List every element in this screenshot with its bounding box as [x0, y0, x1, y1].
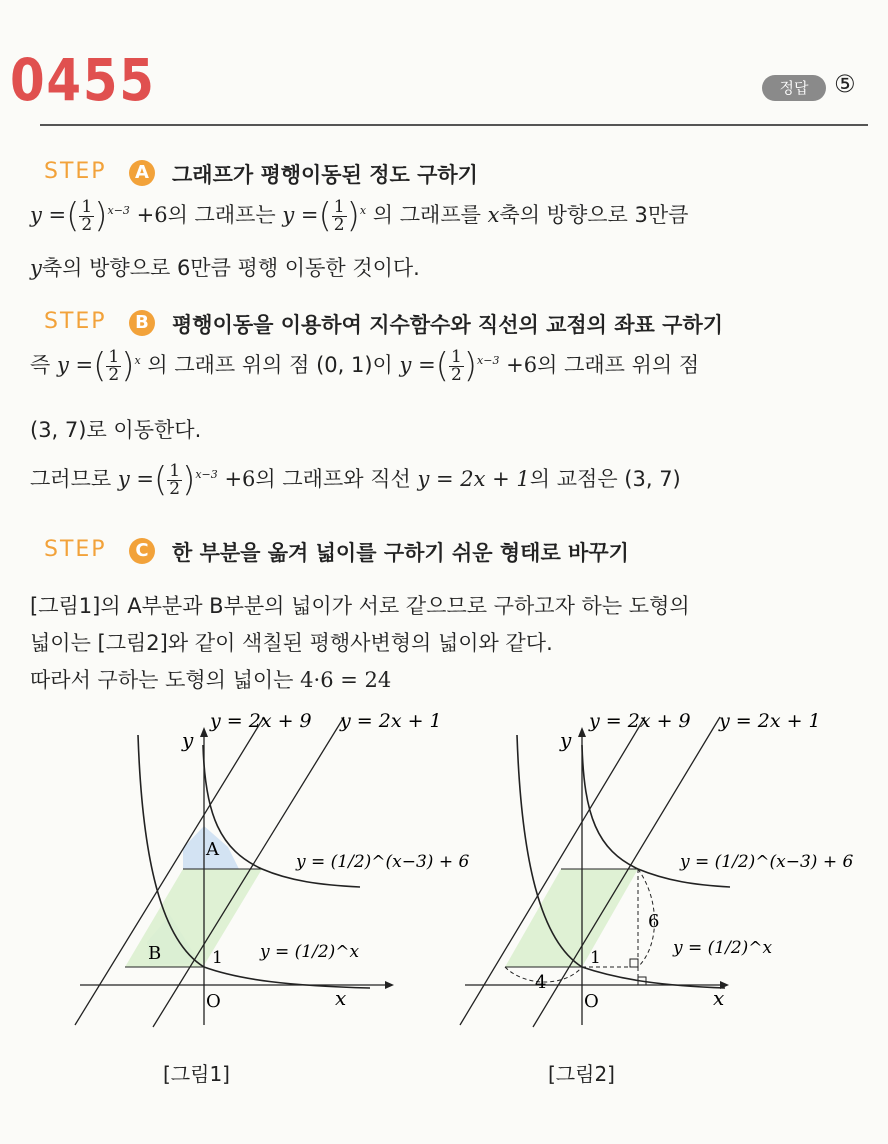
step-c-line-3: 따라서 구하는 도형의 넓이는 4·6 = 24 — [30, 668, 392, 692]
label-y-axis: y — [560, 728, 572, 752]
problem-number: 0455 — [10, 46, 156, 114]
label-height-6: 6 — [648, 911, 660, 932]
step-title: 그래프가 평행이동된 정도 구하기 — [172, 163, 478, 187]
step-b-line-3: 그러므로 y =( $\frac{1}{2}$ )$^{x-3}$ +6의 그래프와 직선 y = 2x + 1의 교점은 (3, 7) — [30, 460, 681, 500]
step-b-line-1: 즉 y =( $\frac{1}{2}$ )$^x$ 의 그래프 위의 점 (0, 1)이 y =( $\frac{1}{2}$ )$^{x-3}$ +6의 그래프 위의 점 — [30, 346, 700, 386]
y-axis-arrow — [200, 727, 208, 737]
step-label: STEP — [44, 159, 107, 184]
step-a-line-2: y축의 방향으로 6만큼 평행 이동한 것이다. — [30, 256, 420, 280]
step-c-line-2: 넓이는 [그림2]와 같이 색칠된 평행사변형의 넓이와 같다. — [30, 631, 553, 655]
label-region-a: A — [206, 839, 219, 860]
header — [0, 0, 888, 130]
x-axis-arrow — [385, 981, 394, 989]
figure-1-caption: [그림1] — [163, 1062, 230, 1086]
figure-2 — [455, 705, 875, 1035]
label-curve-shifted: y = (1/2)^(x−3) + 6 — [680, 852, 854, 872]
label-x-axis: x — [335, 986, 347, 1010]
answer-badge: 정답 — [762, 75, 826, 101]
figure-2-caption: [그림2] — [548, 1062, 615, 1086]
label-width-4: 4 — [535, 972, 547, 993]
label-origin: O — [584, 991, 599, 1012]
step-label: STEP — [44, 537, 107, 562]
label-line-top: y = 2x + 9 — [589, 710, 691, 732]
label-line-top: y = 2x + 9 — [210, 710, 312, 732]
label-region-b: B — [148, 943, 162, 964]
label-curve-base: y = (1/2)^x — [260, 942, 360, 962]
step-letter-badge: B — [129, 310, 155, 336]
step-c-line-1: [그림1]의 A부분과 B부분의 넓이가 서로 같으므로 구하고자 하는 도형의 — [30, 594, 690, 618]
label-y-axis: y — [182, 728, 194, 752]
y-axis-arrow — [578, 727, 586, 737]
label-point-one: 1 — [212, 948, 223, 968]
label-curve-shifted: y = (1/2)^(x−3) + 6 — [296, 852, 470, 872]
label-point-one: 1 — [590, 948, 601, 968]
figure-1 — [70, 705, 470, 1035]
step-letter-badge: A — [129, 160, 155, 186]
step-title: 평행이동을 이용하여 지수함수와 직선의 교점의 좌표 구하기 — [172, 313, 724, 337]
label-curve-base: y = (1/2)^x — [673, 938, 773, 958]
label-origin: O — [206, 991, 221, 1012]
label-x-axis: x — [713, 986, 725, 1010]
step-letter-badge: C — [129, 538, 155, 564]
step-a-line-1: y =( $\frac{1}{2}$ )$^{x-3}$ +6의 그래프는 y =( $\frac{1}{2}$ )$^x$ 의 그래프를 x축의 방향으로 3만큼 — [30, 196, 689, 236]
header-rule — [40, 124, 868, 126]
step-title: 한 부분을 옮겨 넓이를 구하기 쉬운 형태로 바꾸기 — [172, 541, 629, 565]
label-line-bottom: y = 2x + 1 — [719, 710, 821, 732]
step-b-line-2: (3, 7)로 이동한다. — [30, 418, 202, 442]
answer-value: ⑤ — [834, 70, 856, 98]
right-angle-mark — [630, 959, 638, 967]
step-label: STEP — [44, 309, 107, 334]
label-line-bottom: y = 2x + 1 — [340, 710, 442, 732]
